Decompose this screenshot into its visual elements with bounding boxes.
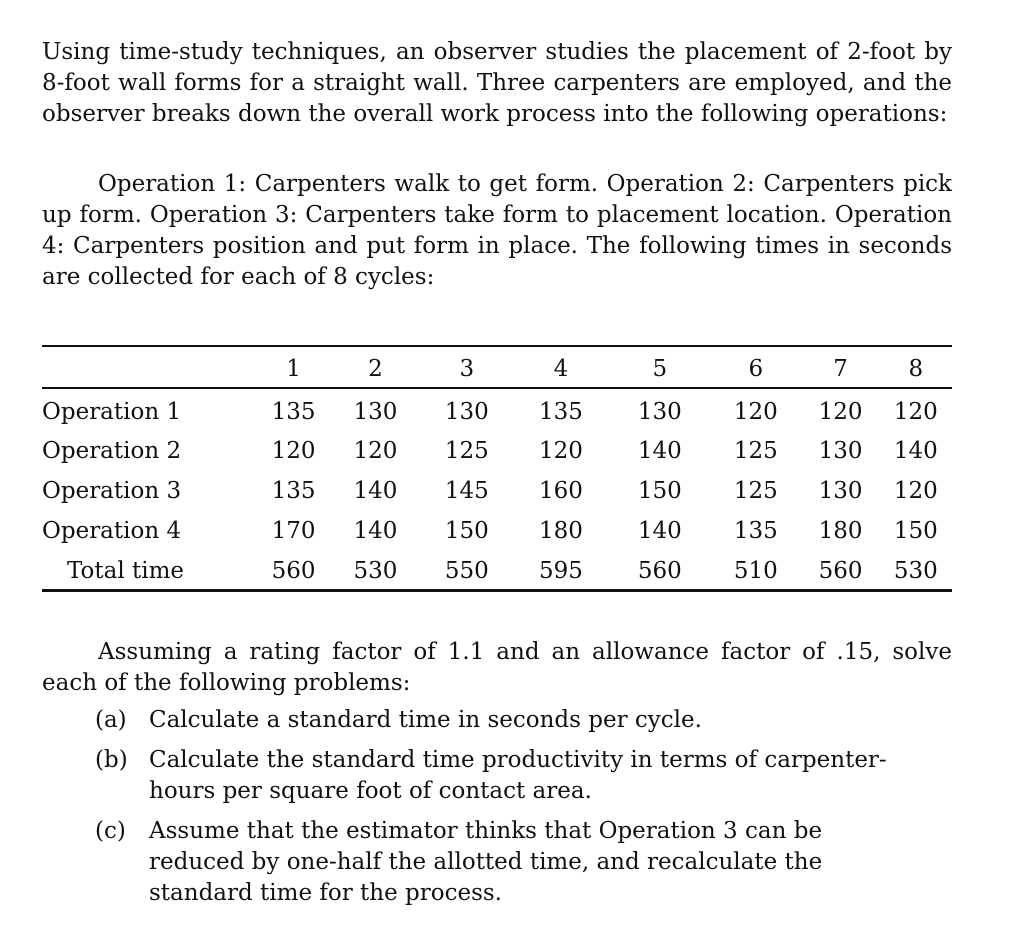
table-cell: 150	[637, 478, 682, 504]
problem-item-a	[95, 705, 907, 736]
total-cell: 550	[444, 558, 489, 584]
table-cell: 150	[893, 518, 938, 544]
table-cell: 180	[818, 518, 863, 544]
table-cell: 150	[444, 518, 489, 544]
table-row	[42, 431, 952, 471]
table-cell: 120	[353, 438, 398, 464]
problem-text: Calculate a standard time in seconds per cycle.	[149, 707, 702, 733]
total-row	[42, 551, 952, 591]
table-cell: 180	[538, 518, 583, 544]
intro-paragraph: Using time-study techniques, an observer studies the placement of 2-foot by 8-foot wall forms for a straight wall. Three carpenters are employed, and the observer breaks down the overall work process into the following operations:	[42, 39, 952, 127]
table-cell: 135	[271, 399, 316, 425]
row-label: Operation 4	[42, 518, 182, 544]
total-cell: 530	[353, 558, 398, 584]
table-cell: 130	[818, 478, 863, 504]
table-cell: 170	[271, 518, 316, 544]
row-label: Operation 3	[42, 478, 182, 504]
table-cell: 120	[893, 478, 938, 504]
total-cell: 530	[893, 558, 938, 584]
problem-text: Assume that the estimator thinks that Operation 3 can be reduced by one-half the allotted time, and recalculate the standard time for the process.	[149, 818, 823, 906]
table-row	[42, 387, 952, 431]
cycle-header: 1	[286, 355, 301, 382]
table-cell: 135	[538, 399, 583, 425]
table-cell: 120	[818, 399, 863, 425]
cycle-header: 4	[553, 355, 569, 382]
total-cell: 560	[637, 558, 682, 584]
total-cell: 595	[538, 558, 583, 584]
problem-marker: (c)	[95, 818, 126, 844]
cycle-header: 6	[748, 355, 764, 382]
problem-marker: (a)	[95, 707, 127, 733]
table-cell: 120	[733, 399, 778, 425]
table-cell: 145	[444, 478, 489, 504]
table-cell: 140	[637, 518, 682, 544]
header-blank	[42, 350, 257, 387]
problem-text: Calculate the standard time productivity in terms of carpenter-hours per square foot of contact area.	[149, 747, 887, 804]
total-cell: 560	[271, 558, 316, 584]
operations-paragraph: Operation 1: Carpenters walk to get form. Operation 2: Carpenters pick up form. Operation 3: Carpenters take form to placement location. Operation 4: Carpenters position and put form in place. The following times in seconds are collected for each of 8 cycles:	[42, 171, 952, 290]
table-cell: 140	[353, 518, 398, 544]
table-row	[42, 511, 952, 551]
instructions-paragraph: Assuming a rating factor of 1.1 and an allowance factor of .15, solve each of the following problems:	[42, 639, 952, 696]
total-cell: 510	[733, 558, 778, 584]
table-cell: 125	[444, 438, 489, 464]
table-cell: 125	[733, 438, 778, 464]
table-cell: 130	[818, 438, 863, 464]
cycle-header: 7	[833, 355, 848, 382]
table-cell: 140	[353, 478, 398, 504]
table-cell: 160	[538, 478, 583, 504]
table-cell: 120	[893, 399, 938, 425]
problem-marker: (b)	[95, 747, 128, 773]
cycle-header: 8	[908, 355, 924, 382]
table-cell: 125	[733, 478, 778, 504]
table-cell: 140	[893, 438, 938, 464]
table-cell: 120	[538, 438, 583, 464]
table-cell: 135	[271, 478, 316, 504]
cycle-header: 3	[459, 355, 475, 382]
problem-item-c	[95, 816, 907, 909]
row-label: Operation 2	[42, 438, 182, 464]
total-label: Total time	[67, 558, 185, 584]
table-cell: 120	[271, 438, 316, 464]
row-label: Operation 1	[42, 399, 182, 425]
cycle-times-table	[42, 350, 952, 591]
table-cell: 130	[637, 399, 682, 425]
table-cell: 130	[353, 399, 398, 425]
table-top-rule	[42, 345, 952, 347]
table-header-row	[42, 350, 952, 387]
problem-item-b	[95, 745, 907, 807]
cycle-header: 5	[652, 355, 668, 382]
problem-list	[95, 705, 907, 918]
cycle-header: 2	[368, 355, 383, 382]
table-cell: 140	[637, 438, 682, 464]
table-cell: 135	[733, 518, 778, 544]
table-cell: 130	[444, 399, 489, 425]
total-cell: 560	[818, 558, 863, 584]
table-row	[42, 471, 952, 511]
